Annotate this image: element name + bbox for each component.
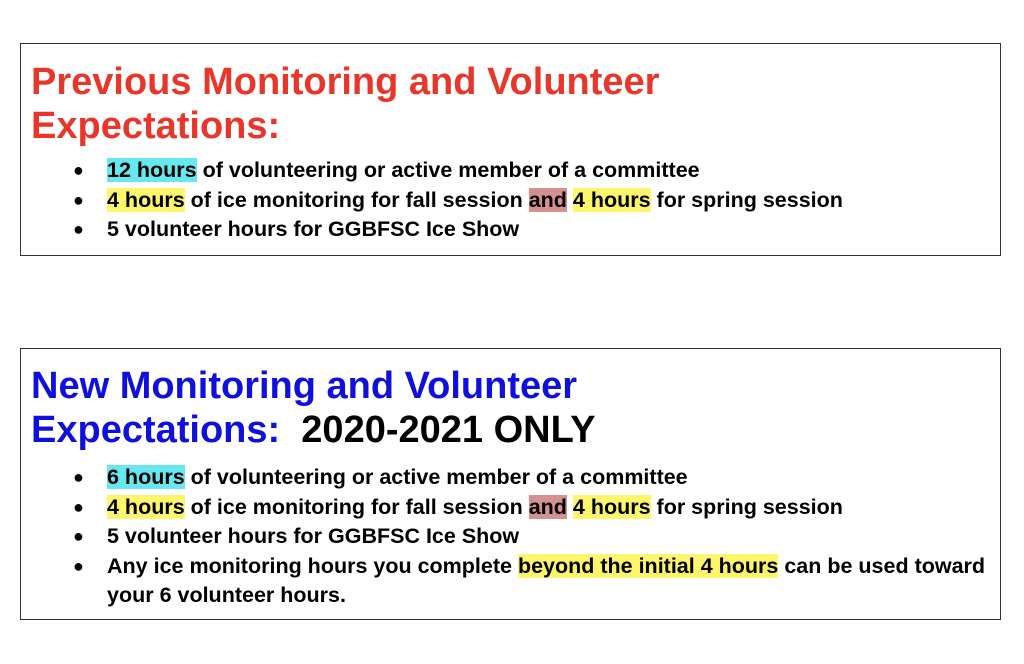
- list-item-text: 5 volunteer hours for GGBFSC Ice Show: [107, 524, 520, 548]
- list-item-text: of volunteering or active member of a committee: [184, 465, 688, 489]
- bullet-icon: ●: [73, 219, 84, 239]
- list-item: [73, 463, 990, 493]
- highlighted-and: and: [528, 494, 567, 519]
- list-item: [73, 215, 990, 245]
- previous-expectations-box: [20, 43, 1001, 256]
- highlighted-beyond: beyond the initial 4 hours: [517, 553, 779, 578]
- bullet-icon: ●: [73, 189, 84, 210]
- list-item-text: can be used toward your 6 volunteer hours.: [107, 553, 986, 607]
- new-expectations-box: [20, 348, 1001, 620]
- highlighted-hours: 4 hours: [107, 187, 185, 212]
- bullet-icon: ●: [73, 555, 84, 576]
- bullet-icon: ●: [73, 467, 84, 487]
- list-item-text: 5 volunteer hours for GGBFSC Ice Show: [107, 217, 520, 241]
- new-title-expectations: Expectations:: [31, 409, 281, 451]
- previous-title-line-1: Previous Monitoring and Volunteer: [31, 61, 660, 103]
- new-title-suffix: 2020-2021 ONLY: [301, 409, 596, 451]
- list-item-text: Any ice monitoring hours you complete: [107, 553, 518, 578]
- highlighted-hours: 6 hours: [107, 465, 185, 489]
- bullet-icon: ●: [73, 496, 84, 517]
- highlighted-and: and: [528, 187, 567, 212]
- new-expectations-title: [31, 364, 596, 452]
- list-item: [73, 156, 990, 186]
- bullet-icon: ●: [73, 526, 84, 546]
- bullet-icon: ●: [73, 160, 84, 180]
- new-title-line-1: New Monitoring and Volunteer: [31, 365, 578, 407]
- new-title-line-2: [31, 408, 596, 452]
- list-item-text: of ice monitoring for fall session: [184, 187, 529, 212]
- list-item-text: for spring session: [650, 494, 843, 519]
- new-expectations-list: [73, 463, 990, 611]
- list-item: [73, 493, 990, 523]
- previous-title-line-2: Expectations:: [31, 105, 281, 147]
- list-item-text: for spring session: [650, 187, 843, 212]
- highlighted-hours: 12 hours: [107, 158, 197, 182]
- highlighted-hours: 4 hours: [572, 187, 651, 212]
- list-item: [73, 522, 990, 552]
- highlighted-hours: 4 hours: [572, 494, 651, 519]
- list-item: [73, 186, 990, 216]
- highlighted-hours: 4 hours: [107, 494, 185, 519]
- list-item-text: of volunteering or active member of a committee: [196, 158, 700, 182]
- previous-expectations-list: [73, 156, 990, 245]
- list-item: [73, 552, 990, 611]
- previous-expectations-title: [31, 60, 659, 148]
- list-item-text: of ice monitoring for fall session: [184, 494, 529, 519]
